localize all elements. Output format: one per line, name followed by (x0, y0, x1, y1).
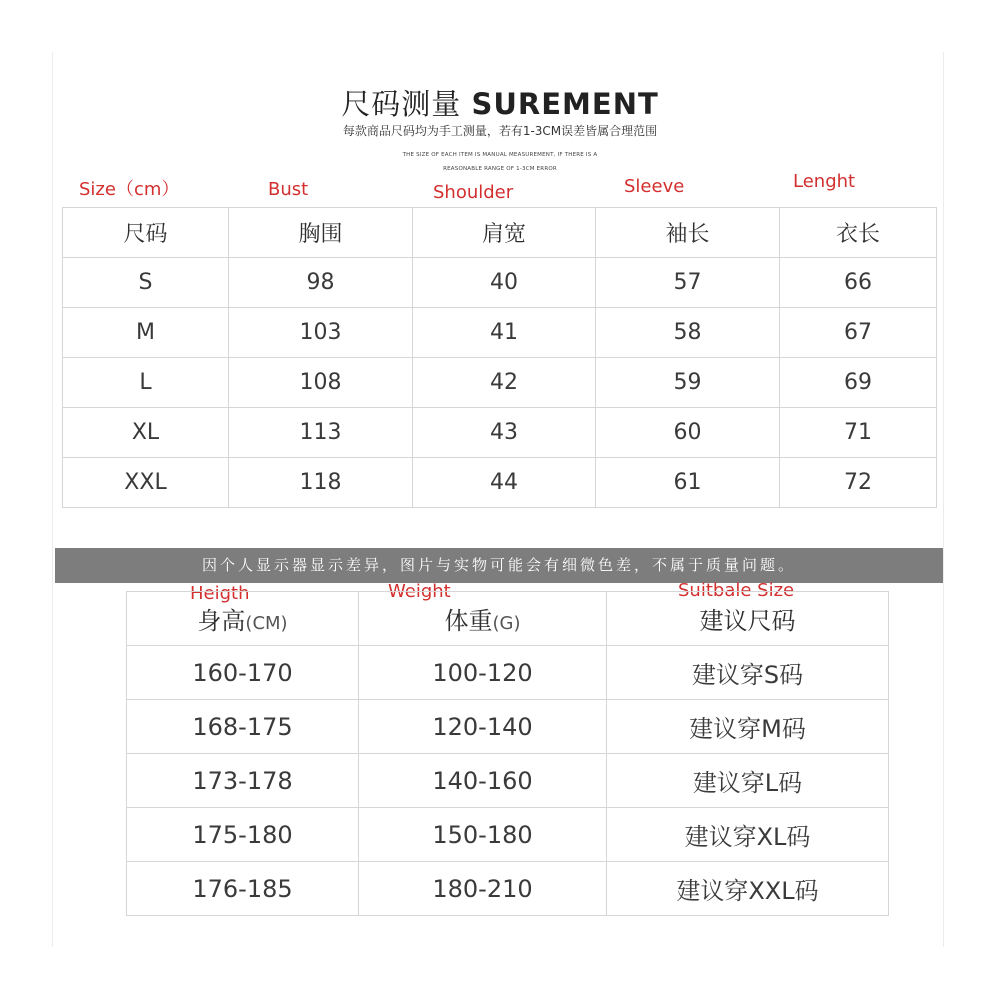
table-cell: 41 (413, 308, 596, 358)
table-row (63, 408, 937, 458)
table-row (127, 754, 889, 808)
header-cell: 袖长 (596, 208, 780, 258)
table-cell: 175-180 (127, 808, 359, 862)
table-cell: XXL (63, 458, 229, 508)
table-cell: 108 (229, 358, 413, 408)
table-cell: L (63, 358, 229, 408)
table-cell: 100-120 (359, 646, 607, 700)
table-cell: 60 (596, 408, 780, 458)
table-cell: 103 (229, 308, 413, 358)
table-cell: 72 (780, 458, 937, 508)
header-cell (607, 592, 889, 646)
page-title (0, 82, 1000, 123)
table-cell: 建议穿L码 (607, 754, 889, 808)
recommend-table-header (127, 592, 889, 646)
table-row (63, 308, 937, 358)
table-row (127, 700, 889, 754)
table-cell: 69 (780, 358, 937, 408)
header-unit: (G) (492, 613, 521, 634)
table-cell: 59 (596, 358, 780, 408)
table-row (63, 458, 937, 508)
header-main: 体重 (444, 607, 493, 635)
header-cell: 胸围 (229, 208, 413, 258)
table-cell: 160-170 (127, 646, 359, 700)
note-line-1: THE SIZE OF EACH ITEM IS MANUAL MEASUREMENT, IF THERE IS A (402, 152, 598, 158)
table-cell: 40 (413, 258, 596, 308)
header-cell: 衣长 (780, 208, 937, 258)
table-cell: S (63, 258, 229, 308)
table-cell: 173-178 (127, 754, 359, 808)
table-cell: 建议穿XXL码 (607, 862, 889, 916)
note-line-2: REASONABLE RANGE OF 1-3CM ERROR (443, 166, 557, 172)
header-main: 身高 (197, 607, 246, 635)
header-unit: (CM) (245, 613, 288, 634)
table-cell: 113 (229, 408, 413, 458)
table-cell: 66 (780, 258, 937, 308)
table-cell: 168-175 (127, 700, 359, 754)
table-cell: 57 (596, 258, 780, 308)
table-row (127, 862, 889, 916)
table-cell: 建议穿XL码 (607, 808, 889, 862)
table-cell: 118 (229, 458, 413, 508)
header-cell (359, 592, 607, 646)
label-length: Lenght (793, 171, 856, 192)
title-en: SUREMENT (471, 87, 659, 121)
table-cell: 建议穿M码 (607, 700, 889, 754)
header-main: 建议尺码 (699, 607, 796, 635)
table-cell: 44 (413, 458, 596, 508)
table-cell: 140-160 (359, 754, 607, 808)
size-table (62, 207, 937, 508)
table-cell: 71 (780, 408, 937, 458)
header-cell (127, 592, 359, 646)
table-cell: 61 (596, 458, 780, 508)
table-cell: 180-210 (359, 862, 607, 916)
label-height: Heigth (190, 583, 250, 604)
table-cell: M (63, 308, 229, 358)
table-cell: 58 (596, 308, 780, 358)
table-cell: 176-185 (127, 862, 359, 916)
label-size: Size（cm） (79, 179, 180, 200)
title-cn: 尺码测量 (341, 87, 462, 121)
size-table-header (63, 208, 937, 258)
label-weight: Weight (388, 581, 451, 602)
table-cell: 98 (229, 258, 413, 308)
table-cell: XL (63, 408, 229, 458)
table-row (63, 358, 937, 408)
table-cell: 建议穿S码 (607, 646, 889, 700)
label-bust: Bust (268, 179, 309, 200)
table-cell: 42 (413, 358, 596, 408)
recommend-table (126, 591, 889, 916)
subtitle: 每款商品尺码均为手工测量，若有1-3CM误差皆属合理范围 (342, 124, 658, 138)
table-cell: 43 (413, 408, 596, 458)
table-row (63, 258, 937, 308)
label-suitable-size: Suitbale Size (678, 580, 795, 601)
table-cell: 67 (780, 308, 937, 358)
header-cell: 尺码 (63, 208, 229, 258)
color-disclaimer-banner: 因个人显示器显示差异，图片与实物可能会有细微色差，不属于质量问题。 (55, 548, 943, 583)
table-row (127, 808, 889, 862)
label-sleeve: Sleeve (624, 176, 685, 197)
header-cell: 肩宽 (413, 208, 596, 258)
label-shoulder: Shoulder (433, 182, 514, 203)
table-row (127, 646, 889, 700)
table-cell: 120-140 (359, 700, 607, 754)
table-cell: 150-180 (359, 808, 607, 862)
